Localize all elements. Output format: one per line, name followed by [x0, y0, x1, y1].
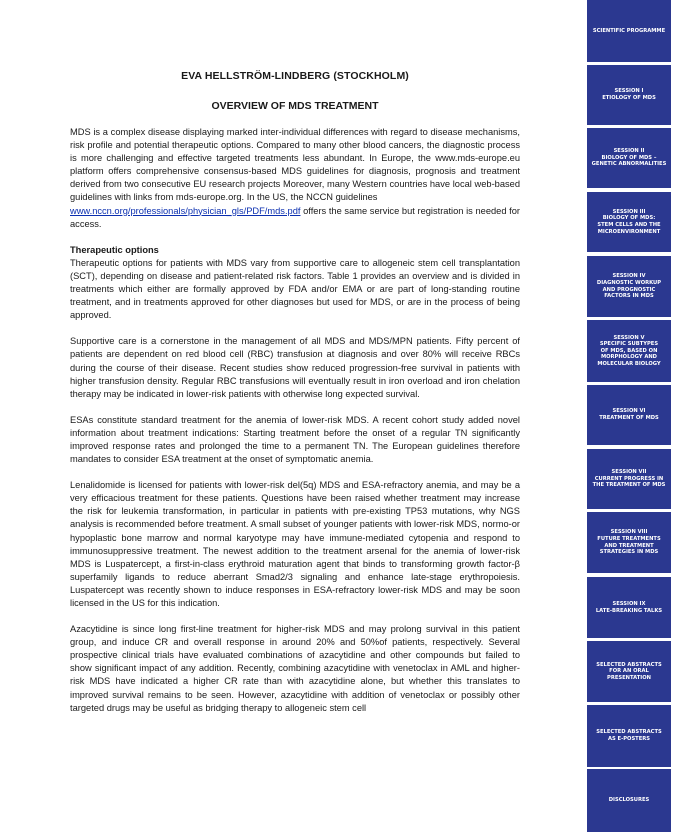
- nav-session-8[interactable]: SESSION VIII FUTURE TREATMENTS AND TREATMENT STRATEGIES IN MDS: [587, 512, 671, 573]
- paragraph-esa: ESAs constitute standard treatment for the anemia of lower-risk MDS. A recent cohort study added novel information about treatment indications: Starting treatment before the onset of a regular TN significantly improved response rates and prolonged the time to a permanent TN. The European guidelines therefore mandates to consider ESA treatment at the onset of symptomatic anemia.: [70, 414, 520, 465]
- nav-session-6[interactable]: SESSION VI TREATMENT OF MDS: [587, 385, 671, 445]
- nav-session-9[interactable]: SESSION IX LATE-BREAKING TALKS: [587, 577, 671, 638]
- nav-scientific-programme[interactable]: SCIENTIFIC PROGRAMME: [587, 0, 671, 62]
- paragraph-supportive-care: Supportive care is a cornerstone in the management of all MDS and MDS/MPN patients. Fifty percent of patients are dependent on red blood cell (RBC) transfusion at diagnosis and over 80% will receive RBCs during the course of their disease. Recent studies show reduced progression-free survival in patients with higher transfusion density. Regular RBC transfusions will eventually result in iron overload and iron chelation therapy may be indicated in lower-risk patients with otherwise long expected survival.: [70, 336, 520, 399]
- document-content: [70, 0, 520, 832]
- intro-tail-text: offers the same service but registration is needed for access.: [70, 205, 520, 229]
- document-title: OVERVIEW OF MDS TREATMENT: [211, 100, 379, 112]
- nav-disclosures[interactable]: DISCLOSURES: [587, 769, 671, 832]
- nav-session-1[interactable]: SESSION I ETIOLOGY OF MDS: [587, 65, 671, 125]
- author-heading: EVA HELLSTRÖM-LINDBERG (STOCKHOLM): [181, 70, 409, 82]
- intro-text: MDS is a complex disease displaying marked inter-individual differences with regard to disease mechanisms, risk profile and potential therapeutic options. Compared to many other blood cancers, the diagnostic process is more challenging and effective targeted treatments less abundant. In Europe, the www.mds-europe.eu platform offers comprehensive consensus-based MDS guidelines for diagnosis, prognosis and treatment derived from two consecutive EU research projects Moreover, many Western countries have local web-based guidelines with links from mds-europe.org. In the US, the NCCN guidelines: [70, 127, 520, 203]
- nav-abstracts-oral[interactable]: SELECTED ABSTRACTS FOR AN ORAL PRESENTATION: [587, 641, 671, 702]
- nccn-link[interactable]: www.nccn.org/professionals/physician_gls/PDF/mds.pdf: [70, 205, 301, 216]
- paragraph-therapeutic-options: Therapeutic options for patients with MDS vary from supportive care to allogeneic stem cell transplantation (SCT), depending on disease and patient-related risk factors. Table 1 provides an overview and is divided in treatments which either are formally approved by FDA and/or EMA or are part of long-standing routine treatment, and in treatments approved for other diagnoses but used for MDS, or are in the process of being approved.: [70, 257, 520, 321]
- nav-session-2[interactable]: SESSION II BIOLOGY OF MDS – GENETIC ABNORMALITIES: [587, 128, 671, 188]
- session-navigation-sidebar: [587, 0, 671, 832]
- nav-session-7[interactable]: SESSION VII CURRENT PROGRESS IN THE TREATMENT OF MDS: [587, 449, 671, 509]
- nav-session-5[interactable]: SESSION V SPECIFIC SUBTYPES OF MDS, BASED ON MORPHOLOGY AND MOLECULAR BIOLOGY: [587, 320, 671, 382]
- document-body: [70, 126, 520, 728]
- paragraph-lenalidomide: Lenalidomide is licensed for patients with lower-risk del(5q) MDS and ESA-refractory anemia, and may be a very efficacious treatment for these patients. Questions have been raised whether treatment may increase the risk for leukemia transformation, in particular in patients with pre-existing TP53 mutations, why NGS analysis is recommended before treatment. A small subset of younger patients with lower-risk MDS, normo-or hypoplastic bone marrow and normal karyotype may have immune-mediated cytopenia and respond to immunosuppressive treatment. The newest addition to the treatment arsenal for the anemia of lower-risk MDS is Luspatercept, a first-in-class erythroid maturation agent that binds to transforming growth factor-β superfamily ligands to reduce aberrant Smad2/3 signaling and enhance late-stage erythropoiesis. Luspatercept was recently shown to induce responses in ESA-refractory lower-risk MDS and may be soon licensed in the US for this indication.: [70, 480, 520, 608]
- nav-session-4[interactable]: SESSION IV DIAGNOSTIC WORKUP AND PROGNOSTIC FACTORS IN MDS: [587, 256, 671, 317]
- paragraph-azacytidine: Azacytidine is since long first-line treatment for higher-risk MDS and may prolong survival in this patient group, and induce CR and overall response in around 20% and 50%of patients, respectively. Several prospective clinical trials have evaluated combinations of azacytidine and other compounds but failed to show significant impact of any addition. Recently, combining azacytidine with venetoclax in AML and higher-risk MDS have indicated a higher CR rate than with azacytidine alone, but whether this translates to improved survival remains to be seen. However, azacytidine with addition of venetoclax or possibly other targeted drugs may be useful as bridging therapy to allogeneic stem cell: [70, 624, 520, 713]
- section-heading-therapeutic-options: Therapeutic options: [70, 244, 159, 255]
- intro-paragraph: [70, 126, 520, 231]
- nav-abstracts-eposters[interactable]: SELECTED ABSTRACTS AS E-POSTERS: [587, 705, 671, 767]
- nav-session-3[interactable]: SESSION III BIOLOGY OF MDS: STEM CELLS AND THE MICROENVIRONMENT: [587, 192, 671, 252]
